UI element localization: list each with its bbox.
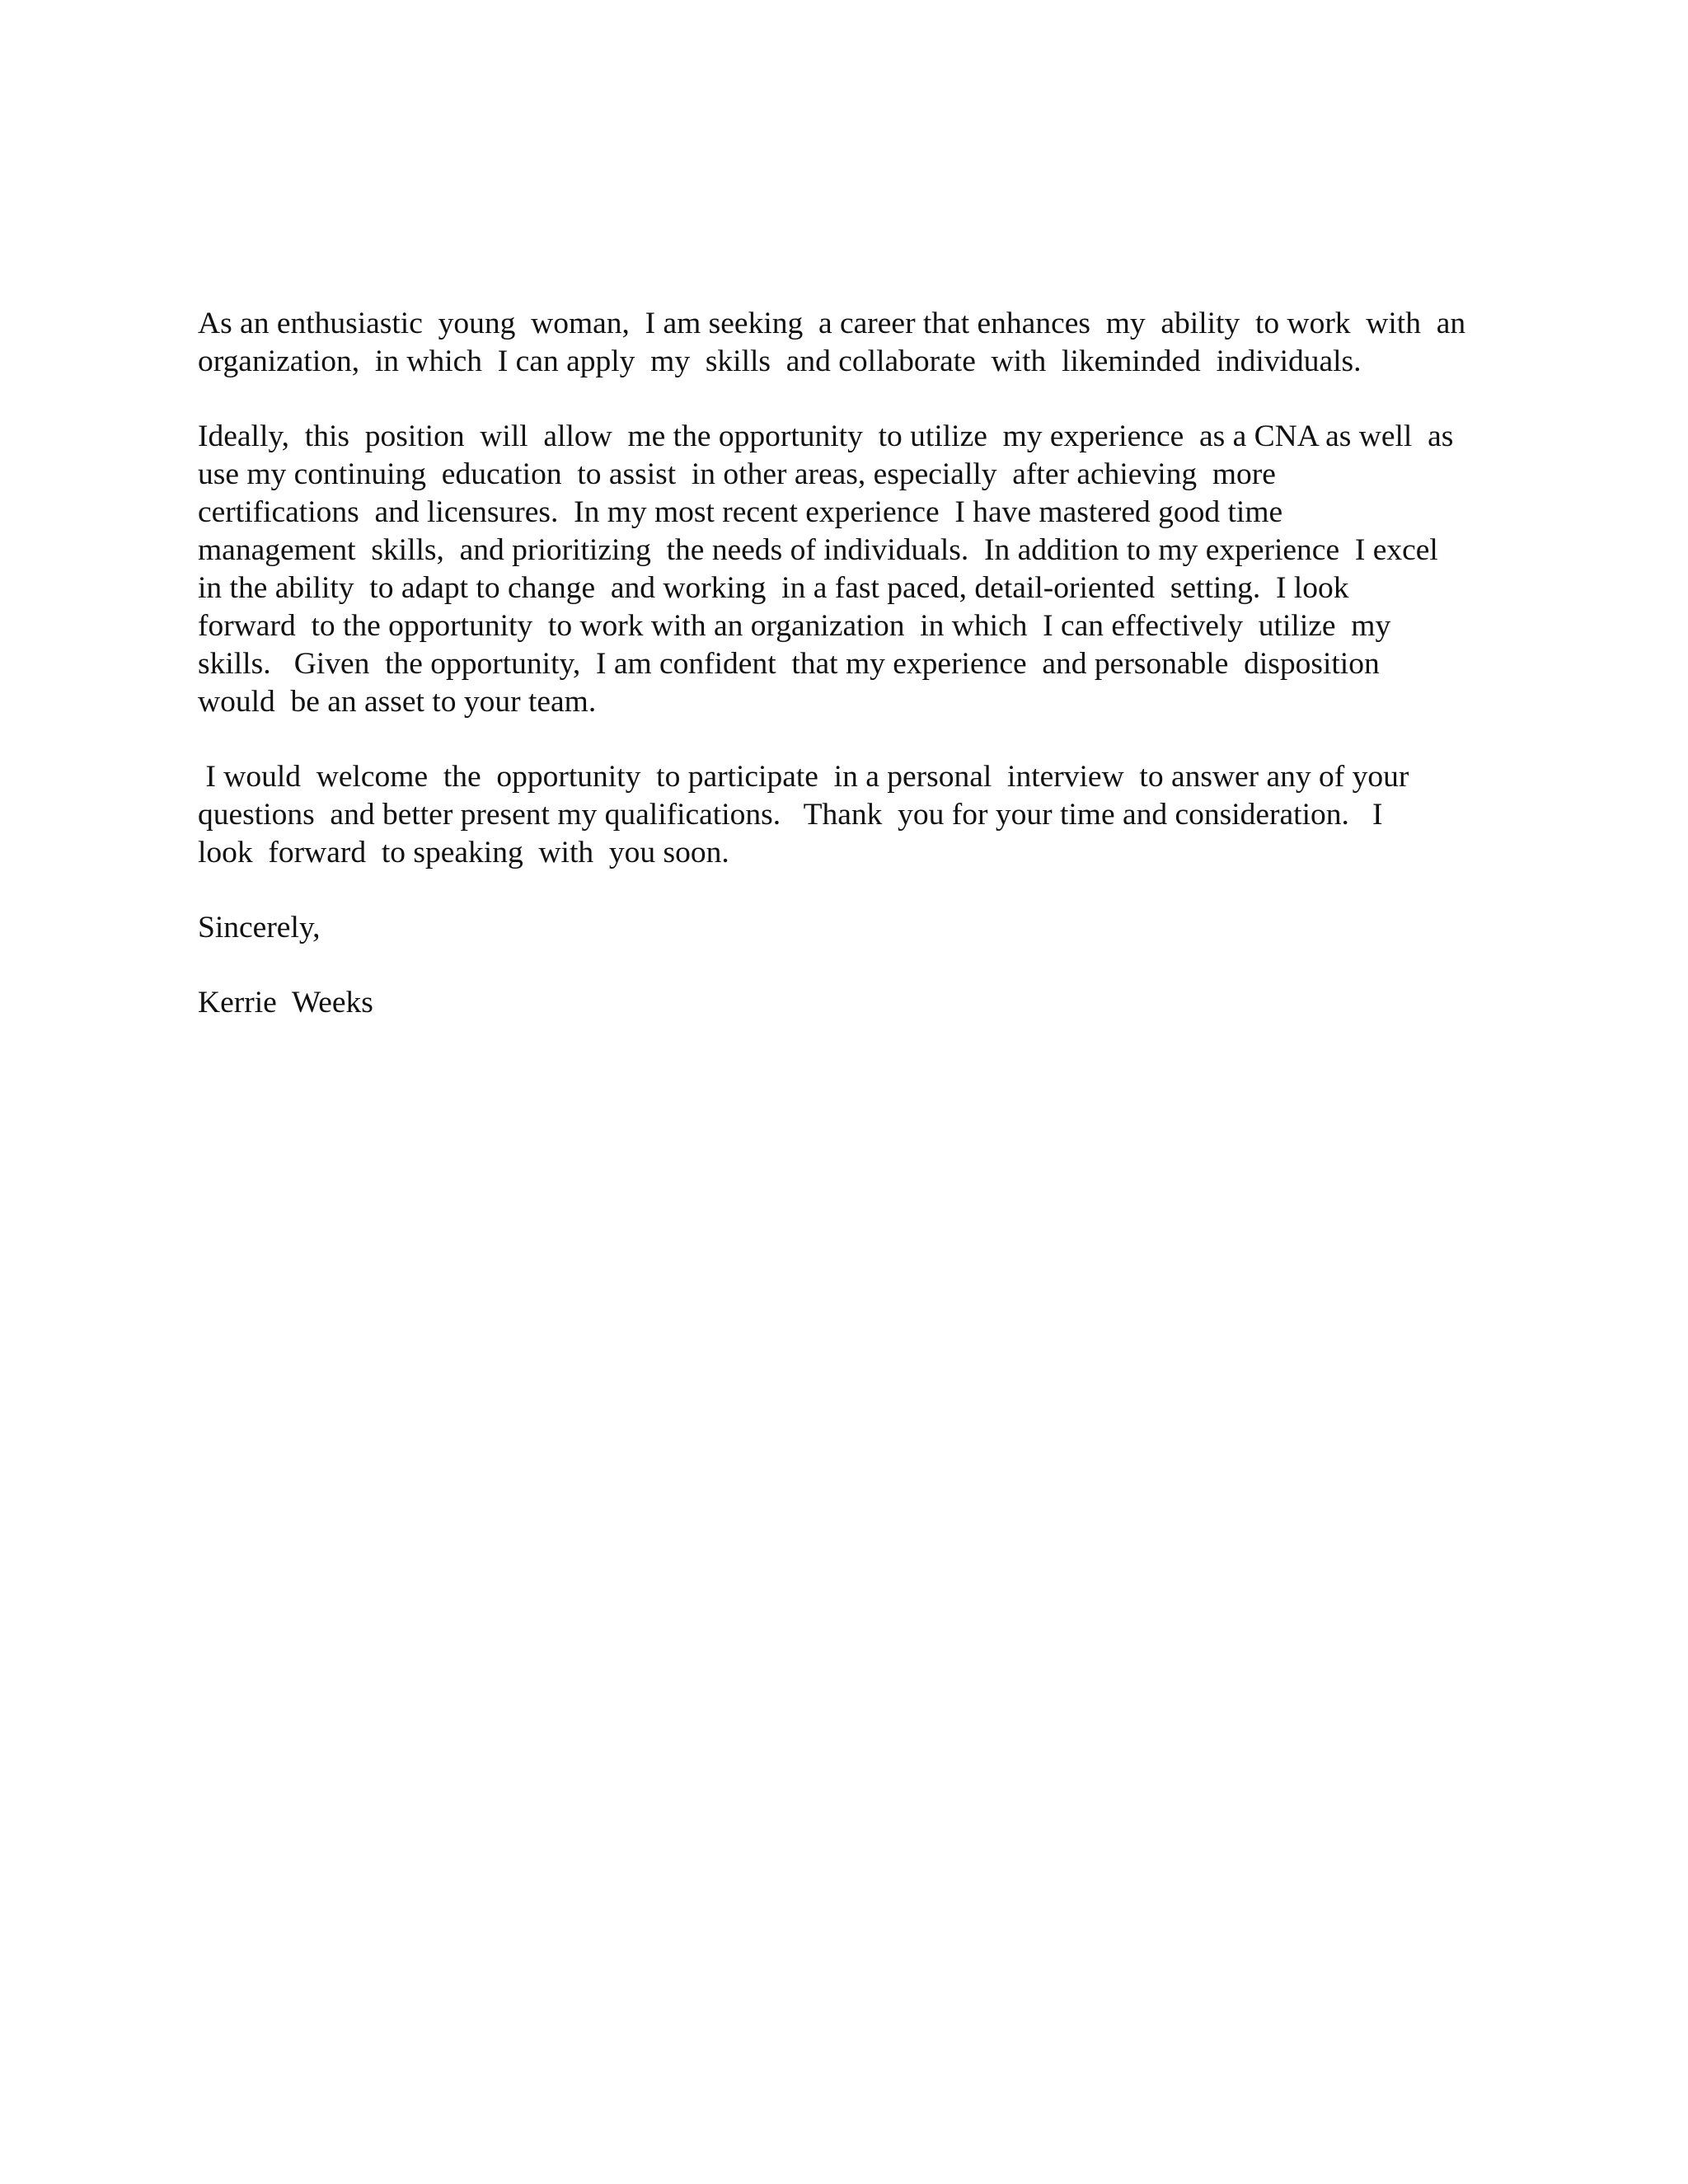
text-line: would be an asset to your team. bbox=[198, 685, 597, 719]
interview-paragraph bbox=[198, 758, 1500, 872]
text-line: certifications and licensures. In my most recent experience I have mastered good time bbox=[198, 495, 1283, 529]
text-line: I would welcome the opportunity to participate in a personal interview to answer any of your bbox=[198, 760, 1409, 794]
text-line: look forward to speaking with you soon. bbox=[198, 836, 729, 869]
text-line: organization, in which I can apply my skills and collaborate with likeminded individuals. bbox=[198, 344, 1362, 378]
text-line: use my continuing education to assist in other areas, especially after achieving more bbox=[198, 457, 1276, 491]
text-line: skills. Given the opportunity, I am confident that my experience and personable disposition bbox=[198, 647, 1380, 681]
experience-paragraph bbox=[198, 418, 1500, 721]
closing-line bbox=[198, 909, 1500, 947]
signature-block bbox=[198, 984, 1500, 1022]
intro-paragraph bbox=[198, 305, 1500, 381]
signature-name: Kerrie Weeks bbox=[198, 986, 373, 1019]
text-line: forward to the opportunity to work with an organization in which I can effectively utilize my bbox=[198, 609, 1391, 643]
cover-letter bbox=[198, 305, 1500, 1022]
text-line: in the ability to adapt to change and working in a fast paced, detail-oriented setting. I look bbox=[198, 571, 1349, 605]
text-line: questions and better present my qualifications. Thank you for your time and consideration. I bbox=[198, 798, 1383, 832]
closing-text: Sincerely, bbox=[198, 911, 321, 944]
text-line: As an enthusiastic young woman, I am seeking a career that enhances my ability to work with an bbox=[198, 307, 1466, 340]
text-line: Ideally, this position will allow me the opportunity to utilize my experience as a CNA as well as bbox=[198, 419, 1454, 453]
text-line: management skills, and prioritizing the needs of individuals. In addition to my experience I excel bbox=[198, 533, 1438, 567]
